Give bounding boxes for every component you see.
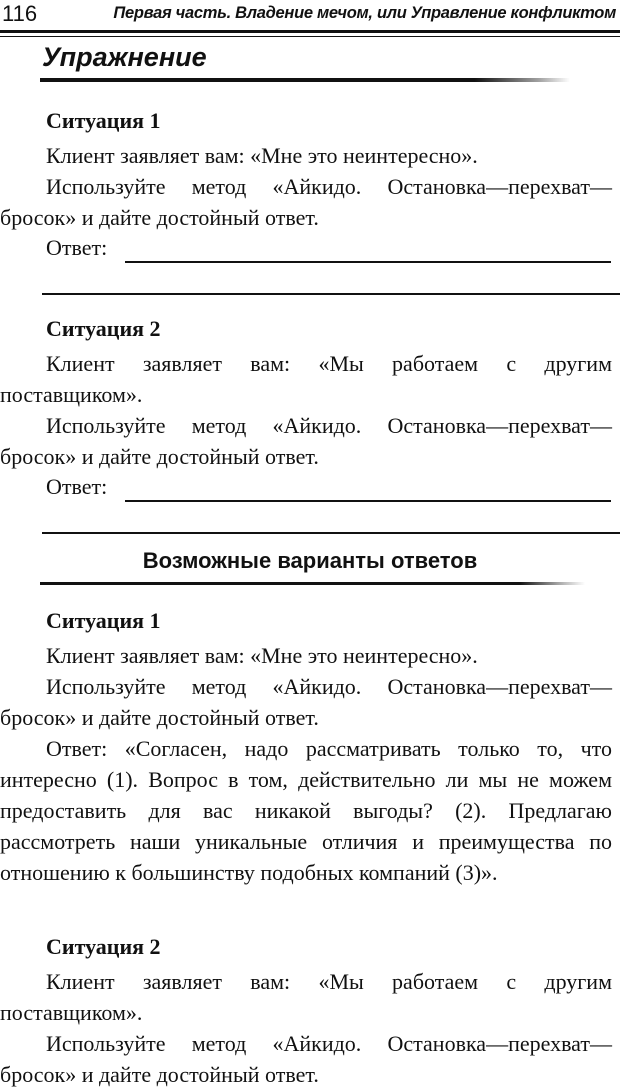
answer-label: Ответ: bbox=[46, 474, 108, 499]
answer-blank-line[interactable] bbox=[125, 239, 611, 263]
situation-title: Ситуация 1 bbox=[46, 108, 161, 133]
exercise-situation-1 bbox=[0, 106, 620, 295]
answer-row bbox=[46, 233, 620, 263]
answer-row bbox=[46, 472, 620, 502]
answers-heading-rule bbox=[40, 582, 585, 585]
instruction-text: Используйте метод «Айкидо. Остановка—перехват—бросок» и дайте достойный ответ. bbox=[0, 174, 612, 230]
instruction-text: Используйте метод «Айкидо. Остановка—перехват—бросок» и дайте достойный ответ. bbox=[0, 1031, 612, 1087]
page-number: 116 bbox=[2, 1, 38, 26]
situation-title: Ситуация 1 bbox=[46, 608, 161, 633]
answer-blank-line[interactable] bbox=[42, 502, 620, 534]
instruction-text: Используйте метод «Айкидо. Остановка—перехват—бросок» и дайте достойный ответ. bbox=[0, 674, 612, 730]
client-statement: Клиент заявляет вам: «Мне это неинтересно». bbox=[46, 643, 478, 668]
client-statement: Клиент заявляет вам: «Мы работаем с другим поставщиком». bbox=[0, 969, 612, 1025]
header-rule bbox=[0, 30, 620, 37]
running-title: Первая часть. Владение мечом, или Управление конфликтом bbox=[113, 4, 616, 22]
answer-situation-1 bbox=[0, 606, 620, 888]
answers-heading: Возможные варианты ответов bbox=[142, 548, 478, 573]
exercise-situation-2 bbox=[0, 314, 620, 534]
situation-title: Ситуация 2 bbox=[46, 934, 161, 959]
running-header bbox=[0, 0, 620, 30]
client-statement: Клиент заявляет вам: «Мне это неинтересно». bbox=[46, 143, 478, 168]
answer-situation-2 bbox=[0, 932, 620, 1090]
situation-title: Ситуация 2 bbox=[46, 316, 161, 341]
answer-blank-line[interactable] bbox=[125, 478, 611, 502]
sample-answer: Ответ: «Согласен, надо рассматривать только то, что интересно (1). Вопрос в том, действительно ли мы не можем предоставить для вас никакой выгоды? (2). Предлагаю рассмотреть наши уникальные отличия и преимущества по отношению к большинству подобных компаний (3)». bbox=[0, 736, 612, 885]
client-statement: Клиент заявляет вам: «Мы работаем с другим поставщиком». bbox=[0, 351, 612, 407]
instruction-text: Используйте метод «Айкидо. Остановка—перехват—бросок» и дайте достойный ответ. bbox=[0, 413, 612, 469]
exercise-heading-rule bbox=[40, 78, 570, 82]
answer-blank-line[interactable] bbox=[42, 263, 620, 295]
exercise-heading: Упражнение bbox=[42, 42, 207, 72]
answer-label: Ответ: bbox=[46, 235, 108, 260]
